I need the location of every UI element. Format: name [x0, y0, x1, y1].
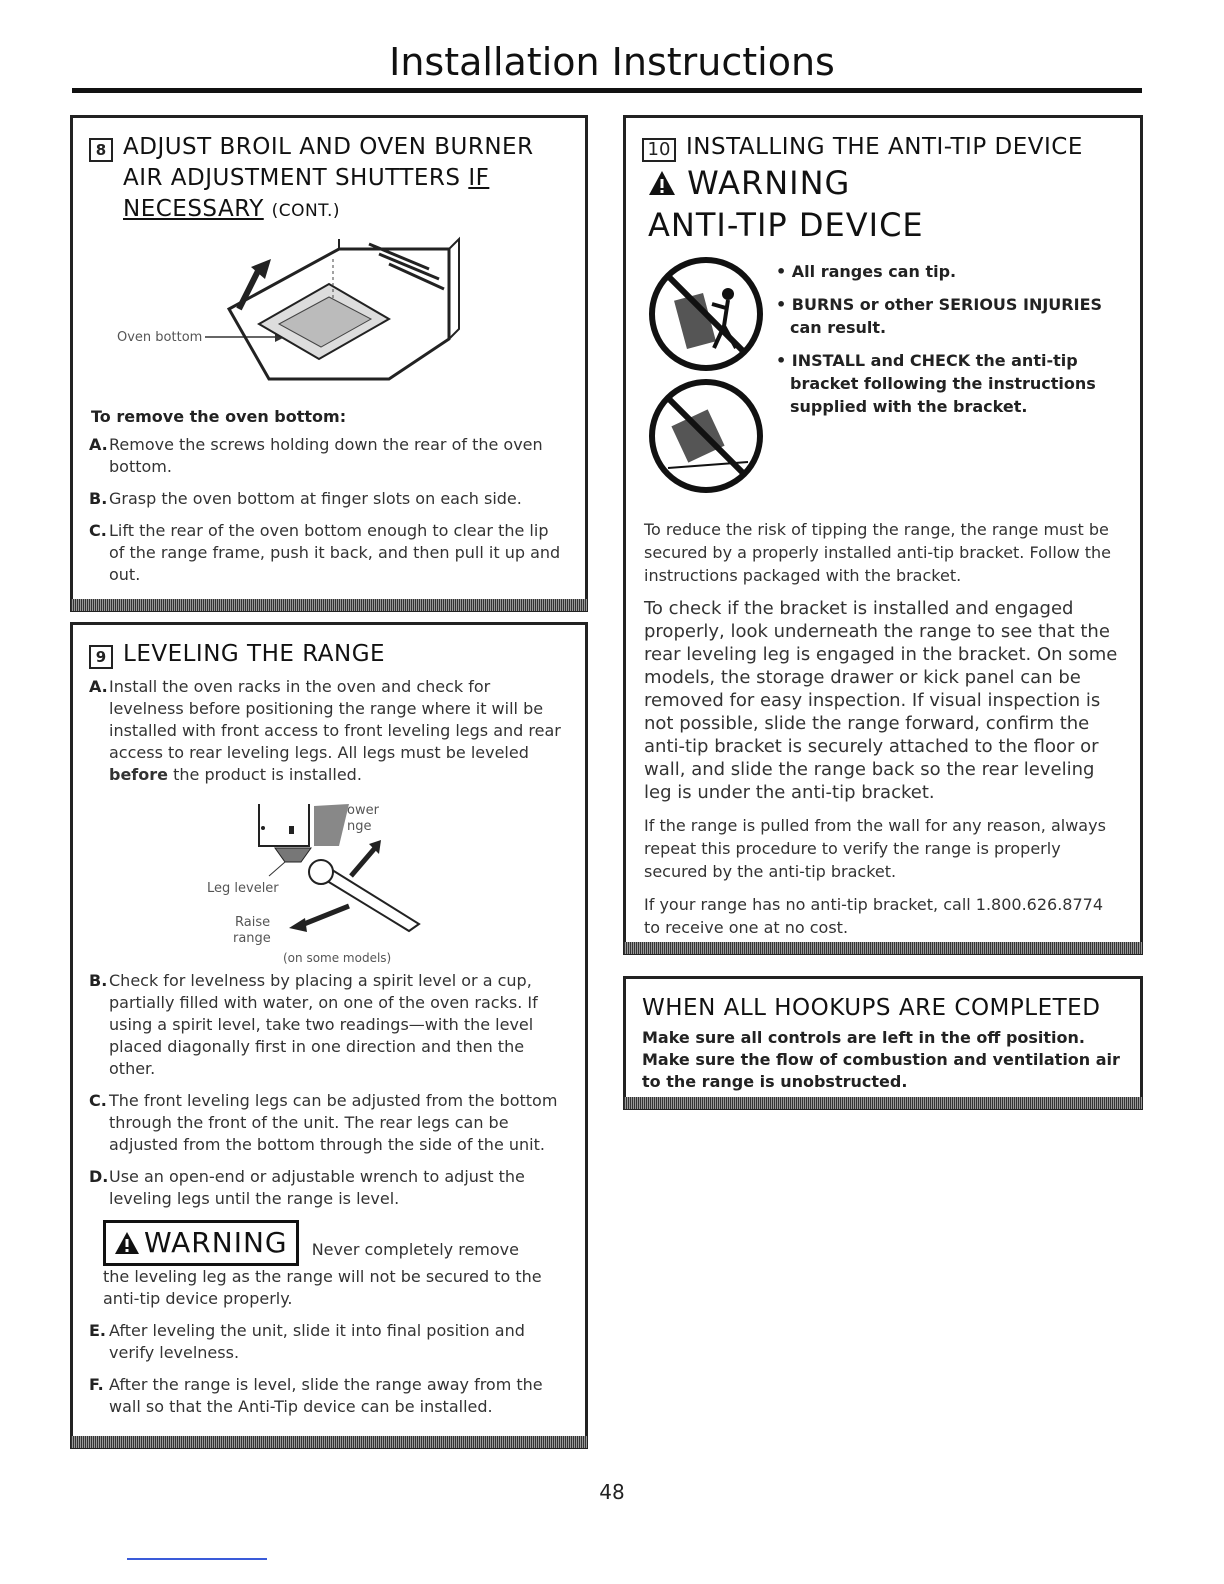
some-models-note: (on some models): [283, 951, 392, 965]
step-text: After leveling the unit, slide it into final position and verify levelness.: [109, 1321, 525, 1362]
section9-step-c: [89, 1090, 567, 1156]
section-9-box: [70, 622, 588, 1449]
oven-bottom-subhead: To remove the oven bottom:: [91, 407, 347, 426]
step-letter: C.: [89, 1091, 107, 1110]
bullet-text: INSTALL and CHECK the anti-tip bracket following the instructions supplied with the bracket.: [790, 351, 1096, 416]
warning-rest: the leveling leg as the range will not be secured to the anti-tip device properly.: [103, 1267, 542, 1308]
section-9-header: [89, 639, 567, 670]
step-letter: D.: [89, 1167, 109, 1186]
step-letter: A.: [89, 677, 108, 696]
step-letter: B.: [89, 971, 108, 990]
page-number: 48: [599, 1480, 625, 1504]
section8-step-a: [89, 434, 567, 478]
anti-tip-para-2: To check if the bracket is installed and engaged properly, look underneath the range to see that the rear leveling leg is engaged in the bracket. On some models, the storage drawer or kick panel can be removed for easy inspection. If visual inspection is not possible, slide the range forward, confirm the anti-tip bracket is securely attached to the floor or wall, and slide the range back so the rear leveling leg is under the anti-tip bracket.: [644, 598, 1118, 803]
step-text: Remove the screws holding down the rear of the oven bottom.: [109, 435, 543, 476]
anti-tip-title: ANTI-TIP DEVICE: [648, 206, 924, 244]
section-10-header: [642, 132, 1122, 163]
heading-line1: ADJUST BROIL AND OVEN BURNER: [123, 134, 534, 160]
anti-tip-para-1: To reduce the risk of tipping the range, the range must be secured by a properly installed anti-tip bracket. Follow the instructions packaged with the bracket.: [644, 520, 1112, 585]
anti-tip-para-4: If your range has no anti-tip bracket, call 1.800.626.8774 to receive one at no cost.: [644, 895, 1104, 937]
step-text: Lift the rear of the oven bottom enough to clear the lip of the range frame, push it back, and then pull it up and out.: [109, 521, 561, 584]
heading-line2: AIR ADJUSTMENT SHUTTERS: [123, 165, 461, 191]
section9-step-f: [89, 1374, 567, 1418]
step-text: Check for levelness by placing a spirit level or a cup, partially filled with water, on one of the oven racks. If using a spirit level, take two readings—with the level placed diagonally first in one direction and then the other.: [109, 971, 538, 1078]
section8-step-c: [89, 520, 567, 586]
bullet-item: • INSTALL and CHECK the anti-tip bracket following the instructions supplied with the bracket.: [776, 351, 1096, 416]
step-letter: A.: [89, 435, 108, 454]
step-text: After the range is level, slide the range away from the wall so that the Anti-Tip device can be installed.: [109, 1375, 543, 1416]
anti-tip-bullets: [776, 260, 1136, 428]
leg-leveler-label: Leg leveler: [207, 881, 279, 896]
warning-triangle-icon: [648, 170, 676, 196]
section9-step-d: [89, 1166, 567, 1210]
wrench-head: [309, 860, 333, 884]
raise-label-2: range: [233, 931, 271, 946]
tipped-range-shape: [671, 409, 724, 462]
heading-if: IF: [468, 165, 490, 191]
rack-lines: [369, 244, 444, 289]
raise-arrowhead: [289, 918, 307, 932]
warning-box: [103, 1220, 299, 1266]
section-8-number: 8: [89, 138, 113, 162]
section-8-box: [70, 115, 588, 612]
lower-label-2: nge: [347, 819, 372, 834]
leveling-warning: [103, 1220, 567, 1310]
hookups-text: Make sure all controls are left in the off position. Make sure the flow of combustion and ventilation air to the range is unobstructed.: [642, 1028, 1120, 1091]
section9-step-a: [89, 676, 567, 786]
step-a-bold: before: [109, 765, 168, 784]
section-10-heading: INSTALLING THE ANTI-TIP DEVICE: [686, 134, 1083, 160]
step-text: The front leveling legs can be adjusted from the bottom through the front of the unit. The rear legs can be adjusted from the bottom through the side of the unit.: [109, 1091, 558, 1154]
warning-label: WARNING: [144, 1226, 288, 1259]
lift-arrow-shaft: [239, 269, 259, 309]
wrench-handle: [319, 868, 419, 931]
leg-leveler-shape: [275, 848, 311, 862]
hookups-heading: WHEN ALL HOOKUPS ARE COMPLETED: [642, 995, 1101, 1021]
section-10-number: 10: [642, 138, 676, 162]
bullet-text: All ranges can tip.: [791, 262, 957, 281]
raise-arrow-shaft: [304, 906, 349, 924]
page-title: Installation Instructions: [389, 40, 835, 84]
step-letter: B.: [89, 489, 108, 508]
step-a-text: Install the oven racks in the oven and check for levelness before positioning the range where it will be installed with front access to front leveling legs and rear access to rear leveling legs. All legs must be leveled: [109, 677, 561, 762]
warning-triangle-icon: [114, 1231, 140, 1255]
bullet-item: • All ranges can tip.: [776, 262, 957, 281]
warning-lead: Never completely remove: [311, 1240, 519, 1259]
lower-range-arrow: [314, 804, 349, 846]
lower-label-1: ower: [347, 803, 379, 818]
hookups-box: [623, 976, 1143, 1110]
footer-link-line: [127, 1558, 267, 1560]
section-10-box: [623, 115, 1143, 955]
oven-bottom-label: Oven bottom: [117, 330, 203, 345]
section-10-body: [644, 518, 1124, 949]
step-a-post: the product is installed.: [173, 765, 362, 784]
title-rule: [72, 88, 1142, 93]
leveling-figure: [89, 796, 569, 966]
bullet-item: • BURNS or other SERIOUS INJURIES can result.: [776, 295, 1103, 337]
step-letter: E.: [89, 1321, 107, 1340]
section-9-number: 9: [89, 645, 113, 669]
raise-label-1: Raise: [235, 915, 271, 930]
anti-tip-warning: [648, 163, 1122, 203]
anti-tip-para-3: If the range is pulled from the wall for any reason, always repeat this procedure to verify the range is properly secured by the anti-tip bracket.: [644, 816, 1106, 881]
oven-bottom-figure: [89, 229, 569, 399]
step-text: Grasp the oven bottom at finger slots on each side.: [109, 489, 522, 508]
step-letter: C.: [89, 521, 107, 540]
leg-screw: [261, 826, 265, 830]
section-8-heading: [123, 132, 534, 227]
heading-necessary: NECESSARY: [123, 196, 264, 222]
section-9-heading: LEVELING THE RANGE: [123, 641, 386, 667]
tip-hazard-icons: [648, 256, 778, 496]
heading-cont: (CONT.): [271, 201, 341, 221]
leveler-pointer: [269, 862, 285, 876]
warning-word: WARNING: [687, 164, 851, 202]
step-text: Use an open-end or adjustable wrench to adjust the leveling legs until the range is level.: [109, 1167, 525, 1208]
section9-step-e: [89, 1320, 567, 1364]
section8-step-b: [89, 488, 567, 510]
section9-step-b: [89, 970, 567, 1080]
leg-slot: [289, 826, 294, 834]
turn-arrow-shaft: [351, 848, 375, 876]
range-leg-outline: [259, 804, 309, 846]
bullet-text: BURNS or other SERIOUS INJURIES can result.: [790, 295, 1103, 337]
person-head: [722, 288, 734, 300]
step-letter: F.: [89, 1375, 104, 1394]
section-8-header: [89, 132, 567, 227]
